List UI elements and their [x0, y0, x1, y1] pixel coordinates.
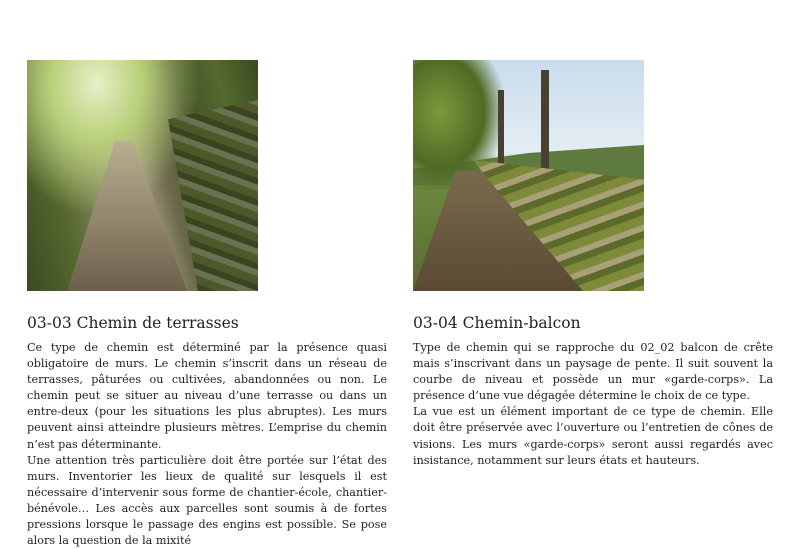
section-title: 03-03 Chemin de terrasses	[27, 314, 239, 332]
section-title: 03-04 Chemin-balcon	[413, 314, 581, 332]
section-balcony-path	[413, 314, 773, 469]
photo-terrace-path	[27, 60, 258, 291]
paragraph: Ce type de chemin est déterminé par la présence quasi obligatoire de murs. Le chemin s’inscrit dans un réseau de terrasses, pâturées ou cultivées, abandonnées ou non. Le chemin peut se situer au niveau d’une terrasse ou dans un entre-deux (pour les situations les plus abruptes). Les murs peuvent ainsi atteindre plusieurs mètres. L’emprise du chemin n’est pas déterminante.	[27, 341, 387, 451]
photo-tree	[498, 90, 504, 175]
photo-balcony-path	[413, 60, 644, 291]
paragraph: Une attention très particulière doit être portée sur l’état des murs. Inventorier les lieux de qualité sur lesquels il est nécessaire d’intervenir sous forme de chantier-école, chantier-bénévole… Les accès aux parcelles sont soumis à de fortes pressions lorsque le passage des engins est possible. Se pose alors la question de la mixité	[27, 453, 387, 548]
section-terrace-path	[27, 314, 387, 549]
paragraph: La vue est un élément important de ce type de chemin. Elle doit être préservée avec l’ouverture ou l’entretien de cônes de visions. Les murs «garde-corps» seront aussi regardés avec insistance, notamment sur leurs états et hauteurs.	[413, 405, 773, 467]
photo-path	[67, 141, 187, 291]
photo-tree	[541, 70, 549, 180]
paragraph: Type de chemin qui se rapproche du 02_02 balcon de crête mais s’inscrivant dans un paysage de pente. Il suit souvent la courbe de niveau et possède un mur «garde-corps». La présence d’une vue dégagée détermine le choix de ce type.	[413, 341, 773, 403]
